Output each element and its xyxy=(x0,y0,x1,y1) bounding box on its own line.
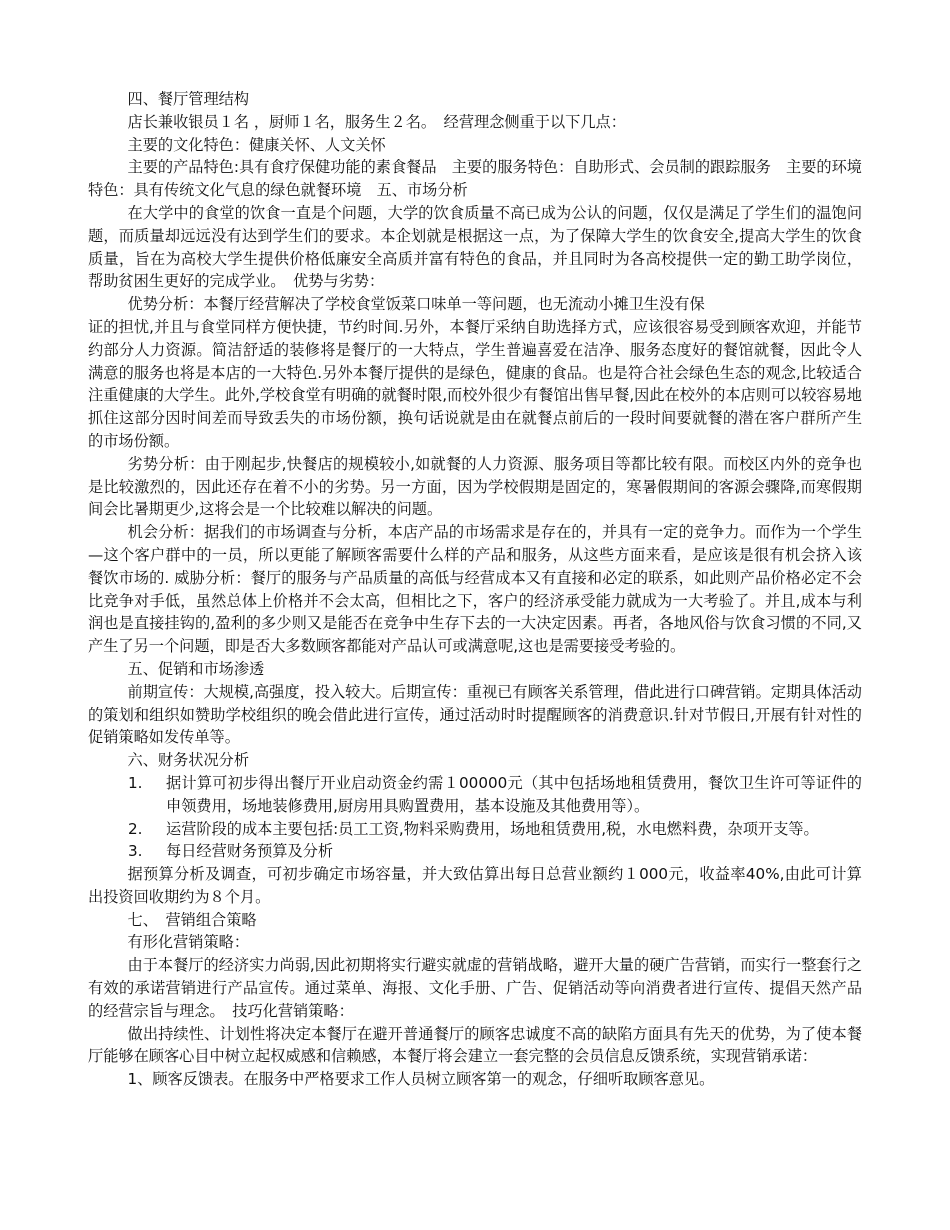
section-heading-management: 四、餐厅管理结构 xyxy=(127,90,250,108)
list-item xyxy=(88,840,862,863)
list-item-text: 每日经营财务预算及分析 xyxy=(166,842,334,861)
paragraph-commitment: 做出持续性、计划性将决定本餐厅在避开普通餐厅的顾客忠诚度不高的缺陷方面具有先天的优势，为了使本餐厅能够在顾客心目中树立起权威感和信赖感，本餐厅将会建立一套完整的会员信息反馈系统，实现营销承诺： xyxy=(88,1024,862,1066)
section-heading-finance: 六、财务状况分析 xyxy=(127,751,250,770)
paragraph-culture: 主要的文化特色：健康关怀、人文关怀 xyxy=(127,135,386,154)
list-item-text: 据计算可初步得出餐厅开业启动资金约需１00000元（其中包括场地租赁费用，餐饮卫生许可等证件的申领费用，场地装修费用,厨房用具购置费用，基本设施及其他费用等）。 xyxy=(166,773,862,815)
list-item-number: 1. xyxy=(128,773,143,792)
paragraph-weaknesses: 劣势分析：由于刚起步,快餐店的规模较小,如就餐的人力资源、服务项目等都比较有限。而校区内外的竞争也是比较激烈的，因此还存在着不小的劣势。另一方面，因为学校假期是固定的，寒暑假期间的客源会骤降,而寒假期间会比暑期更少,这将会是一个比较难以解决的问题。 xyxy=(88,454,862,519)
list-item-number: 3. xyxy=(128,842,143,861)
list-item-text: 运营阶段的成本主要包括:员工工资,物料采购费用，场地租赁费用,税，水电燃料费，杂项开支等。 xyxy=(166,819,819,838)
paragraph-promotion: 前期宣传：大规模,高强度，投入较大。后期宣传：重视已有顾客关系管理，借此进行口碑营销。定期具体活动的策划和组织如赞助学校组织的晚会借此进行宣传，通过活动时时提醒顾客的消费意识.针对节假日,开展有针对性的促销策略如发传单等。 xyxy=(88,682,862,747)
section-heading-promotion: 五、促销和市场渗透 xyxy=(127,659,265,678)
paragraph-product-service-environment: 主要的产品特色:具有食疗保健功能的素食餐品 主要的服务特色：自助形式、会员制的跟踪服务 主要的环境特色：具有传统文化气息的绿色就餐环境 五、市场分析 xyxy=(88,158,862,200)
paragraph-strengths: 证的担忧,并且与食堂同样方便快捷，节约时间.另外，本餐厅采纳自助选择方式，应该很容易受到顾客欢迎，并能节约部分人力资源。简洁舒适的装修将是餐厅的一大特点，学生普遍喜爱在洁净、服务态度好的餐馆就餐，因此令人满意的服务也将是本店的一大特色.另外本餐厅提供的是绿色，健康的食品。也是符合社会绿色生态的观念,比较适合注重健康的大学生。此外,学校食堂有明确的就餐时限,而校外很少有餐馆出售早餐,因此在校外的本店则可以较容易地抓住这部分因时间差而导致丢失的市场份额，换句话说就是由在就餐点前后的一段时间要就餐的潜在客户群所产生的市场份额。 xyxy=(88,317,862,450)
list-item-number: 2. xyxy=(128,819,143,838)
paragraph-tangible-strategy-lead: 有形化营销策略： xyxy=(127,933,250,952)
paragraph-staffing: 店长兼收银员１名 ，厨师１名，服务生２名。 经营理念侧重于以下几点： xyxy=(127,112,626,131)
list-item xyxy=(88,818,862,841)
paragraph-strengths-lead: 优势分析：本餐厅经营解决了学校食堂饭菜口味单一等问题，也无流动小摊卫生没有保 xyxy=(127,295,705,314)
paragraph-tangible-strategy: 由于本餐厅的经济实力尚弱,因此初期将实行避实就虚的营销战略，避开大量的硬广告营销，而实行一整套行之有效的承诺营销进行产品宣传。通过菜单、海报、文化手册、广告、促销活动等向消费者进行宣传、提倡天然产品的经营宗旨与理念。 技巧化营销策略： xyxy=(88,956,862,1020)
paragraph-background: 在大学中的食堂的饮食一直是个问题，大学的饮食质量不高已成为公认的问题，仅仅是满足了学生们的温饱问题，而质量却远远没有达到学生们的要求。本企划就是根据这一点，为了保障大学生的饮食安全,提高大学生的饮食质量，旨在为高校大学生提供价格低廉安全高质并富有特色的食品，并且同时为各高校提供一定的勤工助学岗位，帮助贫困生更好的完成学业。 优势与劣势： xyxy=(88,203,862,291)
section-heading-marketing: 七、 营销组合策略 xyxy=(127,910,257,929)
paragraph-feedback: 1、顾客反馈表。在服务中严格要求工作人员树立顾客第一的观念，仔细听取顾客意见。 xyxy=(127,1070,715,1089)
paragraph-opportunities-threats: 机会分析：据我们的市场调查与分析，本店产品的市场需求是存在的，并具有一定的竞争力。而作为一个学生—这个客户群中的一员，所以更能了解顾客需要什么样的产品和服务，从这些方面来看，是应该是很有机会挤入该餐饮市场的. 威胁分析：餐厅的服务与产品质量的高低与经营成本又有直接和必定的联系，如此则产品价格必定不会比竞争对手低，虽然总体上价格并不会太高，但相比之下，客户的经济承受能力就成为一大考验了。并且,成本与利润也是直接挂钩的,盈利的多少则又是能否在竞争中生存下去的一大决定因素。再者，各地风俗与饮食习惯的不同,又产生了另一个问题，即是否大多数顾客都能对产品认可或满意呢,这也是需要接受考验的。 xyxy=(88,523,862,656)
list-item xyxy=(88,772,862,818)
paragraph-budget: 据预算分析及调查，可初步确定市场容量，并大致估算出每日总营业额约１000元，收益率40%,由此可计算出投资回收期约为８个月。 xyxy=(88,865,862,906)
